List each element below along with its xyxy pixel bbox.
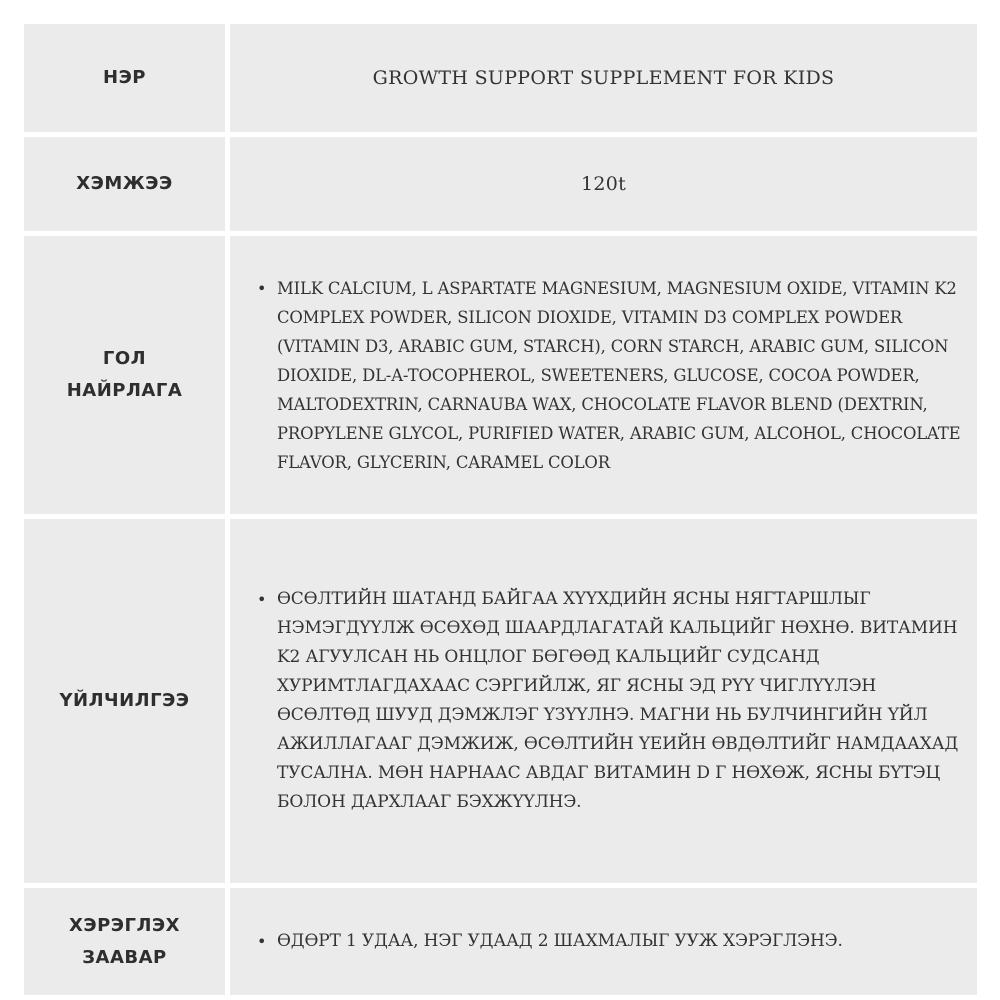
product-name: GROWTH SUPPORT SUPPLEMENT FOR KIDS [372, 67, 835, 89]
bullet-icon: • [257, 590, 267, 609]
ingredients-text: MILK CALCIUM, L ASPARTATE MAGNESIUM, MAGNESIUM OXIDE, VITAMIN K2 COMPLEX POWDER, SILICON DIOXIDE, VITAMIN D3 COMPLEX POWDER (VITAMIN D3, ARABIC GUM, STARCH), CORN STARCH, ARABIC GUM, SILICON DIOXIDE, DL-A-TOCOPHEROL, SWEETENERS, GLUCOSE, COCOA POWDER, MALTODEXTRIN, CARNAUBA WAX, CHOCOLATE FLAVOR BLEND (DEXTRIN, PROPYLENE GLYCOL, PURIFIED WATER, ARABIC GUM, ALCOHOL, CHOCOLATE FLAVOR, GLYCERIN, CARAMEL COLOR [277, 278, 961, 472]
product-size: 120t [580, 173, 627, 195]
usage-text: ӨДӨРТ 1 УДАА, НЭГ УДААД 2 ШАХМАЛЫГ УУЖ ХЭРЭГЛЭНЭ. [277, 931, 843, 951]
label-size: ХЭМЖЭЭ [76, 173, 173, 194]
effects-text: ӨСӨЛТИЙН ШАТАНД БАЙГАА ХҮҮХДИЙН ЯСНЫ НЯГТАРШЛЫГ НЭМЭГДҮҮЛЖ ӨСӨХӨД ШААРДЛАГАТАЙ КАЛЬЦИЙГ НӨХНӨ. ВИТАМИН K2 АГУУЛСАН НЬ ОНЦЛОГ БӨГӨӨД КАЛЬЦИЙГ СУДСАНД ХУРИМТЛАГДАХААС СЭРГИЙЛЖ, ЯГ ЯСНЫ ЭД РҮҮ ЧИГЛҮҮЛЭН ӨСӨЛТӨД ШУУД ДЭМЖЛЭГ ҮЗҮҮЛНЭ. МАГНИ НЬ БУЛЧИНГИЙН ҮЙЛ АЖИЛЛАГААГ ДЭМЖИЖ, ӨСӨЛТИЙН ҮЕИЙН ӨВДӨЛТИЙГ НАМДААХАД ТУСАЛНА. МӨН НАРНААС АВДАГ ВИТАМИН D Г НӨХӨЖ, ЯСНЫ БҮТЭЦ БОЛОН ДАРХЛААГ БЭХЖҮҮЛНЭ. [277, 589, 959, 812]
bullet-icon: • [257, 932, 267, 951]
value-cell-usage [230, 888, 977, 995]
list-item [253, 585, 973, 817]
value-cell-effects [230, 519, 977, 883]
label-ingredients-line-2: НАЙРЛАГА [66, 380, 183, 401]
value-cell-ingredients [230, 236, 977, 514]
label-usage-line-1: ХЭРЭГЛЭХ [69, 914, 180, 936]
label-cell-size [24, 137, 225, 231]
label-cell-usage [24, 888, 225, 995]
label-effects: ҮЙЛЧИЛГЭЭ [59, 690, 190, 711]
product-info-table [24, 24, 977, 995]
label-cell-effects [24, 519, 225, 883]
label-cell-ingredients [24, 236, 225, 514]
label-ingredients-line-1: ГОЛ [102, 348, 147, 369]
value-cell-name [230, 24, 977, 132]
value-cell-size [230, 137, 977, 231]
bullet-icon: • [257, 278, 267, 298]
effects-list [253, 585, 973, 817]
list-item [253, 274, 973, 477]
ingredients-list [253, 274, 973, 477]
label-usage-line-2: ЗААВАР [82, 946, 167, 968]
label-cell-name [24, 24, 225, 132]
list-item [253, 927, 843, 956]
usage-list [253, 927, 843, 956]
label-name: НЭР [103, 67, 146, 88]
